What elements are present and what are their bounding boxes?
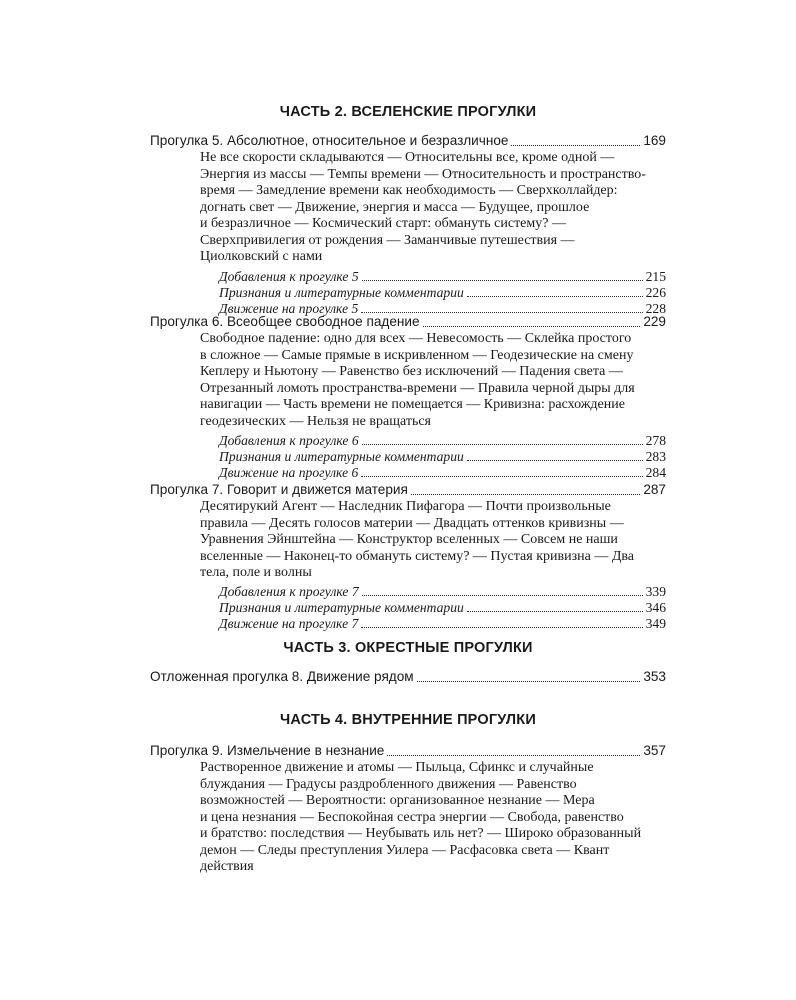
toc-sub-motion-7[interactable] [219,616,666,632]
desc-line: в сложное — Самые прямые в искривленном — Геодезические на смену [200,347,634,363]
desc-line: Кеплеру и Ньютону — Равенство без исключений — Падения света — [200,364,623,379]
desc-line: демон — Следы преступления Уилера — Расфасовка света — Квант [200,842,610,858]
sub-page: 215 [645,269,666,284]
desc-line: геодезических — Нельзя не вращаться [200,413,431,429]
toc-entry-walk-9[interactable] [150,742,666,760]
sub-label: Признания и литературные комментарии [219,600,464,615]
leader-dots [362,595,643,596]
desc-line: Уравнения Эйнштейна — Конструктор вселенных — Совсем не наши [200,532,618,547]
desc-line: Десятирукий Агент — Наследник Пифагора — Почти произвольные [200,499,611,514]
sub-page: 346 [645,600,666,615]
walk-5-title: Прогулка 5. Абсолютное, относительное и безразличное [150,133,509,148]
walk-8-title: Отложенная прогулка 8. Движение рядом [150,669,414,684]
walk-6-page: 229 [643,314,666,329]
desc-line: блуждания — Градусы раздробленного движения — Равенство [200,776,577,792]
desc-line: догнать свет — Движение, энергия и масса — Будущее, прошлое [200,199,590,215]
walk-6-description [200,331,670,430]
sub-label: Признания и литературные комментарии [219,449,464,464]
desc-line: Циолковский с нами [200,249,323,264]
walk-8-page: 353 [643,669,666,684]
walk-7-description [200,499,670,582]
leader-dots [511,145,640,146]
walk-9-title: Прогулка 9. Измельчение в незнание [150,743,385,758]
walk-9-description [200,760,670,876]
toc-entry-walk-6[interactable] [150,313,666,331]
sub-label: Добавления к прогулке 6 [219,433,359,448]
walk-5-page: 169 [643,133,666,148]
desc-line: Не все скорости складываются — Относительны все, кроме одной — [200,150,615,165]
leader-dots [411,494,640,495]
desc-line: возможностей — Вероятности: организованное незнание — Мера [200,793,595,808]
sub-label: Движение на прогулке 7 [219,616,359,631]
toc-entry-walk-8[interactable] [150,668,666,686]
sub-page: 228 [645,301,666,316]
walk-7-title: Прогулка 7. Говорит и движется материя [150,482,408,497]
sub-page: 226 [645,285,666,300]
sub-label: Добавления к прогулке 5 [219,269,359,284]
walk-6-title: Прогулка 6. Всеобщее свободное падение [150,314,420,329]
leader-dots [467,460,643,461]
desc-line: время — Замедление времени как необходимость — Сверхколлайдер: [200,183,618,198]
desc-line: и цена незнания — Беспокойная сестра энергии — Свобода, равенство [200,809,624,825]
toc-sub-additions-6[interactable] [219,433,666,449]
sub-label: Движение на прогулке 5 [219,301,359,316]
leader-dots [362,444,643,445]
leader-dots [467,296,643,297]
leader-dots [361,627,642,628]
desc-line: навигации — Часть времени не помещается — Кривизна: расхождение [200,397,625,412]
sub-label: Движение на прогулке 6 [219,465,359,480]
sub-page: 349 [645,616,666,631]
sub-page: 284 [645,465,666,480]
toc-sub-comments-5[interactable] [219,285,666,301]
toc-entry-walk-7[interactable] [150,481,666,499]
sub-page: 283 [645,449,666,464]
desc-line: Отрезанный ломоть пространства-времени — Правила черной дыры для [200,380,635,396]
desc-line: тела, поле и волны [200,565,312,580]
desc-line: Сверхпривилегия от рождения — Заманчивые путешествия — [200,232,575,248]
sub-page: 339 [645,584,666,599]
desc-line: Энергия из массы — Темпы времени — Относительность и пространство- [200,166,646,182]
desc-line: вселенные — Наконец-то обмануть систему? — Пустая кривизна — Два [200,548,635,564]
toc-sub-comments-7[interactable] [219,600,666,616]
desc-line: Свободное падение: одно для всех — Невесомость — Склейка простого [200,331,632,346]
sub-label: Признания и литературные комментарии [219,285,464,300]
part-4-title: ЧАСТЬ 4. ВНУТРЕННИЕ ПРОГУЛКИ [280,712,536,728]
sub-label: Добавления к прогулке 7 [219,584,359,599]
leader-dots [417,681,641,682]
leader-dots [387,755,640,756]
walk-5-description [200,150,670,266]
desc-line: Растворенное движение и атомы — Пыльца, Сфинкс и случайные [200,760,594,775]
part-3-title: ЧАСТЬ 3. ОКРЕСТНЫЕ ПРОГУЛКИ [283,640,533,656]
toc-sub-comments-6[interactable] [219,449,666,465]
toc-sub-additions-7[interactable] [219,584,666,600]
toc-entry-walk-5[interactable] [150,132,666,150]
part-2-title: ЧАСТЬ 2. ВСЕЛЕНСКИЕ ПРОГУЛКИ [279,104,537,120]
sub-page: 278 [645,433,666,448]
desc-line: и братство: последствия — Неубывать иль нет? — Широко образованный [200,826,642,841]
desc-line: правила — Десять голосов материи — Двадцать оттенков кривизны — [200,515,624,531]
toc-sub-additions-5[interactable] [219,269,666,285]
walk-7-page: 287 [643,482,666,497]
walk-9-page: 357 [643,743,666,758]
toc-sub-motion-6[interactable] [219,465,666,481]
leader-dots [423,326,641,327]
leader-dots [467,611,643,612]
desc-line: и безразличное — Космический старт: обмануть систему? — [200,216,566,231]
desc-line: действия [200,859,254,874]
leader-dots [362,280,643,281]
leader-dots [361,476,642,477]
